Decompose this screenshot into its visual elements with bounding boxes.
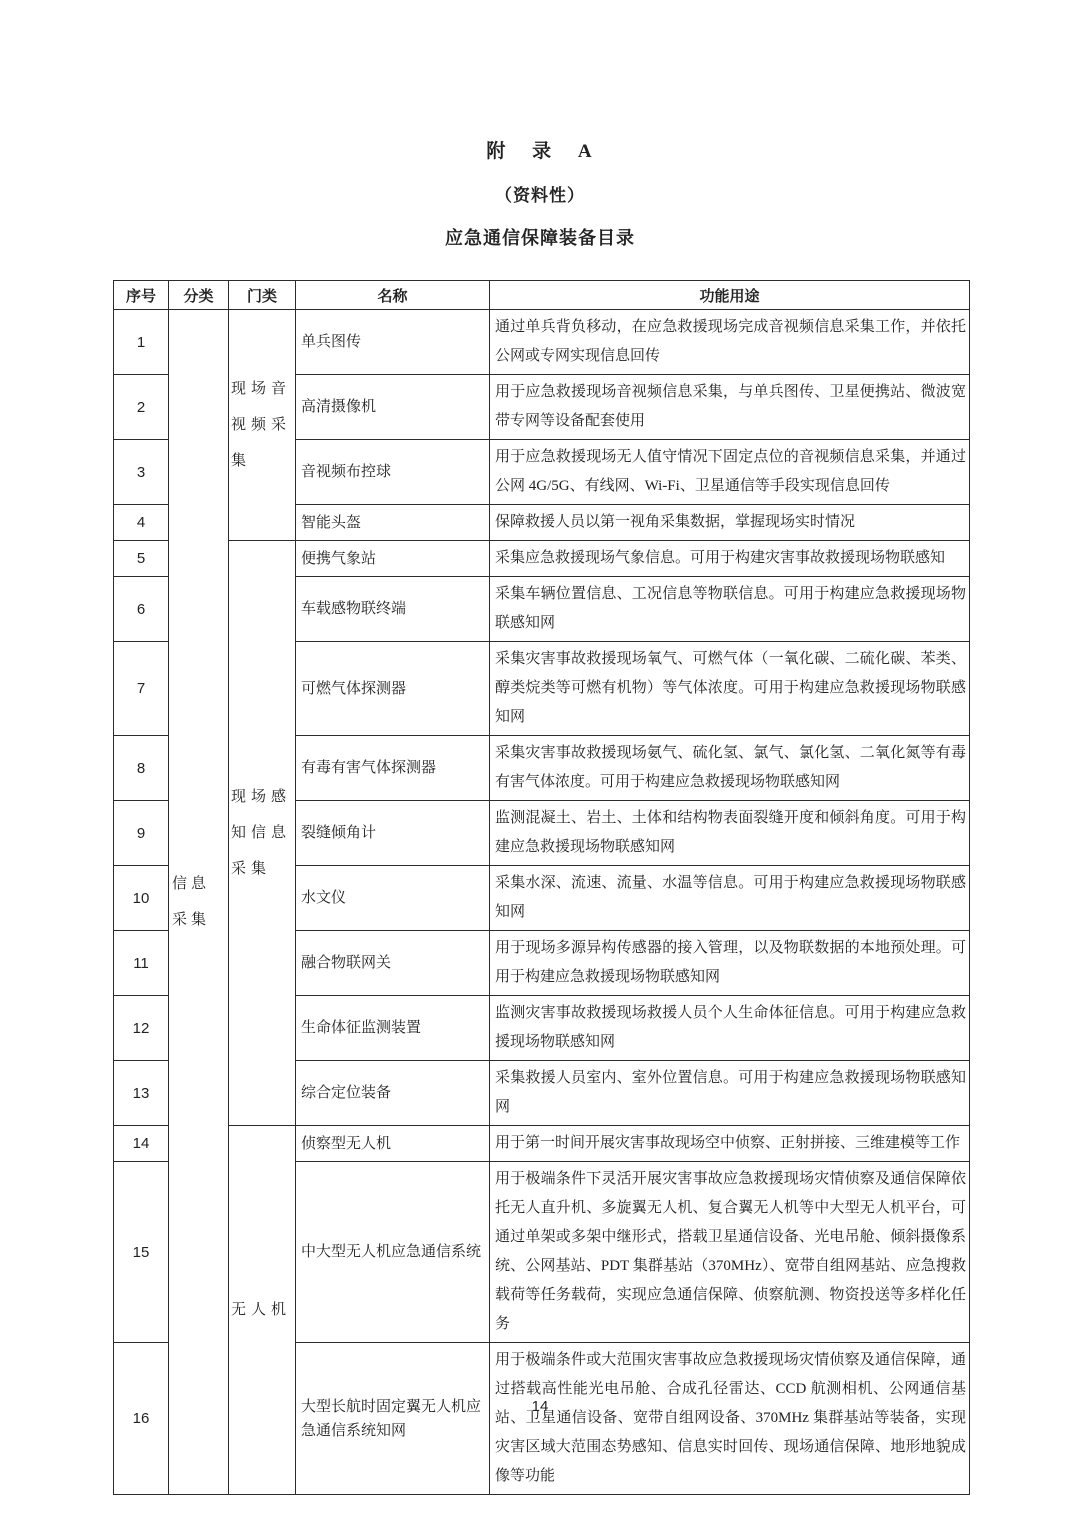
row-number-cell: 7 [114,642,169,736]
row-number-cell: 9 [114,801,169,866]
equipment-function-cell: 采集应急救援现场气象信息。可用于构建灾害事故救援现场物联感知 [490,541,970,577]
group-cell: 现场音视频采集 [229,310,296,541]
equipment-name-cell: 生命体征监测装置 [296,996,490,1061]
equipment-name-cell: 裂缝倾角计 [296,801,490,866]
equipment-table [113,280,970,1495]
equipment-name-cell: 音视频布控球 [296,440,490,505]
equipment-function-cell: 用于极端条件下灵活开展灾害事故应急救援现场灾情侦察及通信保障依托无人直升机、多旋翼无人机、复合翼无人机等中大型无人机平台，可通过单架或多架中继形式，搭载卫星通信设备、光电吊舱、倾斜摄像系统、公网基站、PDT 集群基站（370MHz）、宽带自组网基站、应急搜救载荷等任务载荷，实现应急通信保障、侦察航测、物资投送等多样化任务 [490,1162,970,1343]
equipment-name-cell: 便携气象站 [296,541,490,577]
equipment-function-cell: 采集水深、流速、流量、水温等信息。可用于构建应急救援现场物联感知网 [490,866,970,931]
column-header: 序号 [114,281,169,310]
equipment-function-cell: 用于应急救援现场音视频信息采集，与单兵图传、卫星便携站、微波宽带专网等设备配套使用 [490,375,970,440]
equipment-name-cell: 大型长航时固定翼无人机应急通信系统知网 [296,1343,490,1495]
equipment-function-cell: 监测混凝土、岩土、土体和结构物表面裂缝开度和倾斜角度。可用于构建应急救援现场物联感知网 [490,801,970,866]
equipment-name-cell: 智能头盔 [296,505,490,541]
title-block [0,136,1080,250]
doc-title: 应急通信保障装备目录 [445,228,635,248]
table-row [114,541,970,577]
equipment-function-cell: 通过单兵背负移动，在应急救援现场完成音视频信息采集工作，并依托公网或专网实现信息回传 [490,310,970,375]
row-number-cell: 2 [114,375,169,440]
column-header: 名称 [296,281,490,310]
equipment-name-cell: 水文仪 [296,866,490,931]
row-number-cell: 15 [114,1162,169,1343]
appendix-title: 附 录 A [486,141,594,162]
equipment-name-cell: 综合定位装备 [296,1061,490,1126]
row-number-cell: 10 [114,866,169,931]
equipment-function-cell: 监测灾害事故救援现场救援人员个人生命体征信息。可用于构建应急救援现场物联感知网 [490,996,970,1061]
row-number-cell: 11 [114,931,169,996]
row-number-cell: 5 [114,541,169,577]
equipment-function-cell: 用于极端条件或大范围灾害事故应急救援现场灾情侦察及通信保障，通过搭载高性能光电吊舱、合成孔径雷达、CCD 航测相机、公网通信基站、卫星通信设备、宽带自组网设备、370MHz 集群基站等装备，实现灾害区域大范围态势感知、信息实时回传、现场通信保障、地形地貌成像等功能 [490,1343,970,1495]
group-cell: 无人机 [229,1126,296,1495]
row-number-cell: 12 [114,996,169,1061]
row-number-cell: 3 [114,440,169,505]
equipment-function-cell: 采集救援人员室内、室外位置信息。可用于构建应急救援现场物联感知网 [490,1061,970,1126]
category-cell: 信息采集 [169,310,229,1495]
equipment-name-cell: 侦察型无人机 [296,1126,490,1162]
row-number-cell: 16 [114,1343,169,1495]
equipment-name-cell: 高清摄像机 [296,375,490,440]
equipment-function-cell: 采集灾害事故救援现场氨气、硫化氢、氯气、氯化氢、二氧化氮等有毒有害气体浓度。可用于构建应急救援现场物联感知网 [490,736,970,801]
equipment-function-cell: 用于现场多源异构传感器的接入管理，以及物联数据的本地预处理。可用于构建应急救援现场物联感知网 [490,931,970,996]
equipment-name-cell: 单兵图传 [296,310,490,375]
row-number-cell: 8 [114,736,169,801]
equipment-name-cell: 可燃气体探测器 [296,642,490,736]
equipment-name-cell: 车载感物联终端 [296,577,490,642]
table-header-row [114,281,970,310]
equipment-function-cell: 用于应急救援现场无人值守情况下固定点位的音视频信息采集，并通过公网 4G/5G、有线网、Wi-Fi、卫星通信等手段实现信息回传 [490,440,970,505]
row-number-cell: 1 [114,310,169,375]
column-header: 门类 [229,281,296,310]
equipment-name-cell: 中大型无人机应急通信系统 [296,1162,490,1343]
row-number-cell: 14 [114,1126,169,1162]
table-row [114,310,970,375]
equipment-function-cell: 用于第一时间开展灾害事故现场空中侦察、正射拼接、三维建模等工作 [490,1126,970,1162]
equipment-name-cell: 有毒有害气体探测器 [296,736,490,801]
group-cell: 现场感知信息采集 [229,541,296,1126]
table-row [114,1126,970,1162]
row-number-cell: 4 [114,505,169,541]
equipment-function-cell: 保障救援人员以第一视角采集数据，掌握现场实时情况 [490,505,970,541]
column-header: 功能用途 [490,281,970,310]
column-header: 分类 [169,281,229,310]
row-number-cell: 6 [114,577,169,642]
equipment-function-cell: 采集灾害事故救援现场氧气、可燃气体（一氧化碳、二硫化碳、苯类、醇类烷类等可燃有机物）等气体浓度。可用于构建应急救援现场物联感知网 [490,642,970,736]
page-number: 14 [531,1398,549,1415]
row-number-cell: 13 [114,1061,169,1126]
equipment-function-cell: 采集车辆位置信息、工况信息等物联信息。可用于构建应急救援现场物联感知网 [490,577,970,642]
equipment-name-cell: 融合物联网关 [296,931,490,996]
appendix-type: （资料性） [495,186,585,205]
